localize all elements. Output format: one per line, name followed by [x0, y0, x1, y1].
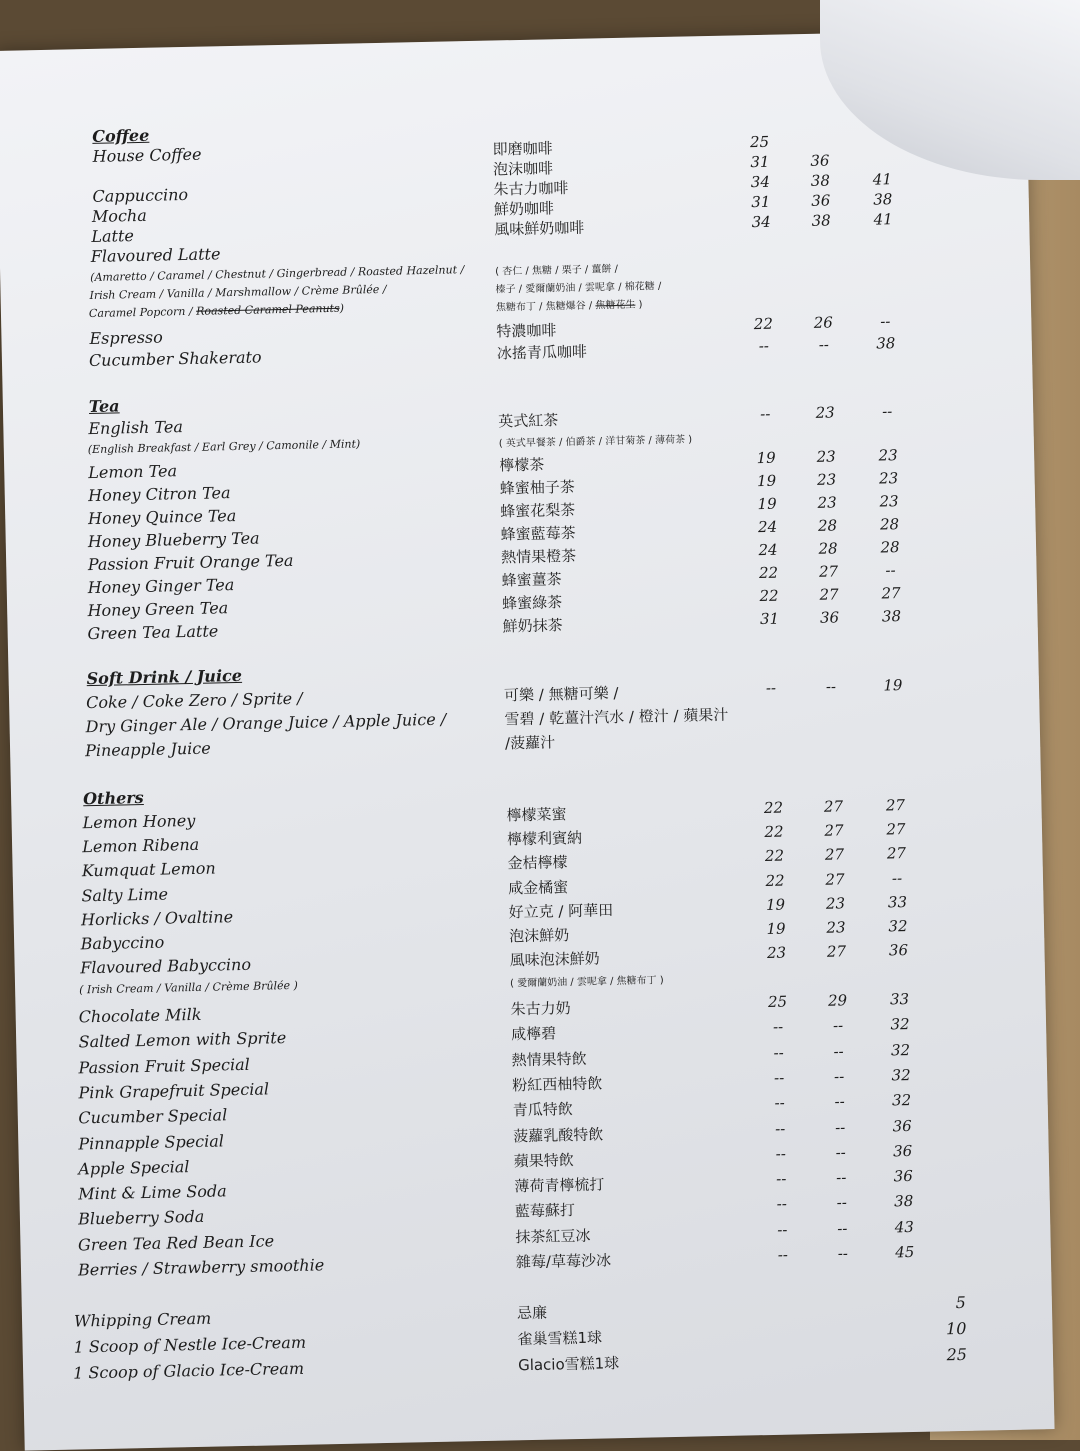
- price-medium: 27: [819, 585, 839, 604]
- flavour-text: Caramel Popcorn /: [88, 304, 193, 321]
- price-large: 32: [888, 917, 908, 936]
- price-medium: 36: [819, 608, 840, 627]
- item-name-en: Flavoured Latte: [90, 244, 221, 266]
- section-title: Soft Drink / Juice: [86, 665, 243, 689]
- flavour-list-zh: 榛子 / 愛爾蘭奶油 / 雲呢拿 / 棉花糖 /: [495, 281, 662, 296]
- variety-list-zh: ( 英式早餐茶 / 伯爵茶 / 洋甘菊茶 / 薄荷茶 ): [498, 434, 693, 450]
- item-name-zh: 朱古力奶: [510, 999, 571, 1019]
- item-name-en: Lemon Tea: [88, 461, 178, 483]
- price-large: --: [885, 561, 896, 580]
- price-small: 25: [749, 132, 770, 152]
- price-medium: 23: [826, 918, 846, 937]
- price-medium: 27: [824, 821, 844, 840]
- price-large: 38: [894, 1192, 914, 1211]
- section-title: Coffee: [92, 125, 150, 146]
- item-name-en: Apple Special: [78, 1156, 190, 1179]
- item-name-zh: 檸檬菜蜜: [506, 805, 567, 825]
- item-name-zh: 特濃咖啡: [496, 321, 557, 341]
- item-name-zh: /菠蘿汁: [504, 733, 556, 753]
- item-name-en: Pinnapple Special: [78, 1130, 225, 1153]
- item-name-zh: 藍莓蘇打: [514, 1201, 576, 1221]
- price-small: 19: [756, 471, 777, 491]
- price-small: --: [774, 1093, 785, 1113]
- price-large: 27: [886, 844, 907, 863]
- price-medium: 23: [825, 894, 846, 913]
- item-name-zh: 檸檬利賓納: [506, 829, 583, 849]
- price-medium: --: [833, 1041, 844, 1061]
- price-large: 27: [881, 584, 901, 603]
- price-medium: 27: [818, 562, 839, 581]
- item-name-zh: 鮮奶抹茶: [502, 616, 563, 636]
- item-name-en: Chocolate Milk: [78, 1004, 202, 1027]
- price-large: 38: [873, 190, 893, 209]
- item-name-zh: 鮮奶咖啡: [493, 199, 555, 219]
- price-medium: --: [835, 1143, 846, 1162]
- item-name-en: Green Tea Red Bean Ice: [77, 1231, 275, 1255]
- item-name-en: Salty Lime: [81, 884, 169, 905]
- price-large: 43: [894, 1217, 915, 1237]
- flavour-list-en: ( Irish Cream / Vanilla / Crème Brûlée ): [78, 978, 299, 997]
- item-name-en: Cucumber Special: [78, 1105, 228, 1128]
- price-medium: --: [825, 677, 837, 696]
- price-large: 23: [879, 492, 899, 511]
- flavour-list-en: Irish Cream / Vanilla / Marshmallow / Crème Brûlée /: [89, 282, 387, 303]
- price-medium: 36: [811, 191, 831, 210]
- item-name-en: Pineapple Juice: [84, 738, 211, 761]
- price-medium: 36: [810, 151, 830, 170]
- price-medium: 38: [811, 211, 831, 230]
- flavour-list-en: (Amaretto / Caramel / Chestnut / Gingerbread / Roasted Hazelnut /: [90, 263, 465, 285]
- price-small: 19: [757, 494, 777, 514]
- price-large: 27: [886, 820, 906, 839]
- item-name-zh: 雀巢雪糕1球: [517, 1328, 603, 1349]
- item-name-zh: 青瓜特飲: [512, 1100, 573, 1120]
- price-medium: --: [833, 1067, 845, 1086]
- price-small: --: [765, 678, 777, 697]
- item-name-en: 1 Scoop of Glacio Ice-Cream: [72, 1358, 305, 1383]
- item-name-zh: 抹茶紅豆冰: [515, 1226, 591, 1246]
- item-name-en: Espresso: [89, 327, 163, 349]
- item-name-zh: 蜂蜜綠茶: [501, 593, 563, 613]
- price-small: 34: [750, 172, 771, 192]
- variety-list-en: (English Breakfast / Earl Grey / Camonile / Mint): [87, 437, 361, 457]
- price-large: 38: [876, 334, 896, 353]
- item-name-zh: 咸金橘蜜: [507, 877, 569, 897]
- item-name-zh: 熱情果橙茶: [500, 546, 577, 567]
- item-name-zh: 泡沫咖啡: [492, 159, 554, 179]
- item-name-zh: 風味鮮奶咖啡: [494, 218, 585, 239]
- price-small: 31: [759, 609, 780, 629]
- price: 25: [946, 1344, 968, 1365]
- price-large: 33: [889, 990, 910, 1009]
- price-small: --: [774, 1119, 786, 1138]
- item-name-zh: Glacio雪糕1球: [517, 1354, 620, 1375]
- price-large: 38: [881, 607, 902, 626]
- price-medium: 27: [825, 869, 845, 889]
- menu-sheet: [0, 29, 1055, 1450]
- price-large: 45: [895, 1242, 915, 1262]
- item-name-zh: 薄荷青檸梳打: [514, 1175, 605, 1196]
- price-large: 32: [891, 1091, 912, 1110]
- price-small: --: [777, 1245, 789, 1264]
- flavour-text: ): [339, 301, 345, 315]
- item-name-zh: 風味泡沫鮮奶: [509, 949, 600, 970]
- item-name-zh: 金桔檸檬: [507, 853, 568, 873]
- item-name-zh: 蘋果特飲: [513, 1150, 575, 1171]
- item-name-en: English Tea: [88, 417, 184, 439]
- price-small: 23: [766, 943, 787, 963]
- item-name-en: Honey Citron Tea: [87, 483, 231, 506]
- price-large: 27: [885, 796, 906, 815]
- price-large: 41: [873, 210, 893, 229]
- price-large: 28: [880, 538, 900, 557]
- price-large: 36: [893, 1167, 913, 1186]
- item-name-zh: 冰搖青瓜咖啡: [496, 342, 588, 363]
- flavour-list-zh: [496, 295, 643, 313]
- item-name-en: Latte: [91, 226, 135, 246]
- price-medium: 29: [827, 991, 848, 1010]
- item-name-en: Passion Fruit Orange Tea: [87, 550, 294, 575]
- item-name-zh: 檸檬茶: [499, 455, 545, 475]
- item-name-en: Pink Grapefruit Special: [78, 1079, 270, 1103]
- price-large: 28: [879, 515, 900, 534]
- price-medium: --: [836, 1193, 848, 1212]
- price-small: 22: [764, 846, 785, 866]
- price-large: 23: [878, 469, 899, 488]
- flavour-list-zh: ( 杏仁 / 焦糖 / 栗子 / 薑餅 /: [495, 263, 619, 278]
- item-name-en: Honey Green Tea: [87, 598, 229, 621]
- item-name-en: Mint & Lime Soda: [78, 1181, 227, 1204]
- price-small: 22: [759, 586, 779, 606]
- item-name-en: Mocha: [91, 205, 147, 226]
- item-name-en: Dry Ginger Ale / Orange Juice / Apple Juice /: [85, 709, 447, 737]
- flavour-text: ): [638, 299, 643, 311]
- price-large: 36: [892, 1116, 912, 1135]
- item-name-zh: 粉紅西柚特飲: [512, 1074, 603, 1095]
- price-large: 36: [892, 1141, 913, 1161]
- price-medium: --: [837, 1219, 848, 1238]
- item-name-zh: 咸檸碧: [510, 1024, 557, 1044]
- price-medium: 27: [824, 845, 845, 865]
- item-name-en: Honey Blueberry Tea: [87, 528, 260, 552]
- price-medium: 28: [818, 539, 838, 558]
- item-name-en: Whipping Cream: [73, 1308, 212, 1331]
- price-large: 32: [890, 1040, 911, 1059]
- price: 10: [945, 1318, 967, 1339]
- price-medium: 27: [826, 942, 847, 961]
- item-name-zh: 蜂蜜藍莓茶: [500, 523, 576, 544]
- price-small: --: [776, 1195, 788, 1214]
- price-small: 31: [751, 192, 771, 212]
- price-medium: 23: [816, 470, 837, 489]
- item-name-zh: 蜂蜜花梨茶: [500, 500, 576, 521]
- item-name-zh: 忌廉: [516, 1303, 548, 1323]
- price-large: 33: [887, 892, 908, 912]
- price-small: --: [772, 1017, 784, 1037]
- item-name-en: Passion Fruit Special: [78, 1054, 250, 1078]
- price-medium: --: [837, 1244, 849, 1263]
- price-small: 19: [756, 448, 776, 468]
- price-small: 25: [767, 992, 788, 1011]
- price-large: --: [880, 312, 891, 331]
- price-small: --: [775, 1144, 786, 1163]
- price-small: --: [759, 404, 771, 424]
- item-name-zh: 好立克 / 阿華田: [508, 900, 614, 922]
- price-large: 41: [872, 170, 893, 189]
- price-medium: 27: [823, 797, 844, 816]
- price-small: 34: [751, 212, 771, 232]
- item-name-zh: 菠蘿乳酸特飲: [513, 1124, 604, 1145]
- price-medium: 28: [817, 516, 838, 535]
- price-small: 22: [753, 314, 774, 334]
- price-small: --: [775, 1169, 787, 1188]
- item-name-en: Horlicks / Ovaltine: [80, 906, 234, 930]
- item-name-en: Flavoured Babyccino: [80, 954, 252, 978]
- item-name-en: Cappuccino: [92, 184, 189, 206]
- price: 5: [955, 1292, 967, 1313]
- price-small: 24: [758, 540, 778, 560]
- item-name-zh: 泡沫鮮奶: [508, 926, 570, 946]
- price-large: 32: [891, 1065, 911, 1085]
- price-small: --: [777, 1220, 788, 1239]
- price-small: --: [773, 1068, 785, 1087]
- price-small: 19: [766, 919, 786, 938]
- item-name-en: Kumquat Lemon: [81, 858, 216, 881]
- price-small: --: [758, 336, 770, 356]
- price-large: --: [881, 402, 893, 421]
- price-medium: --: [832, 1016, 844, 1035]
- item-name-en: Coke / Coke Zero / Sprite /: [85, 688, 303, 713]
- price-medium: 23: [816, 447, 836, 466]
- item-name-en: Cucumber Shakerato: [88, 347, 262, 371]
- price-small: 31: [750, 152, 770, 172]
- price-small: 22: [765, 871, 785, 890]
- price-large: --: [891, 868, 903, 887]
- price-medium: --: [835, 1168, 847, 1187]
- section-title: Tea: [88, 396, 120, 417]
- price-medium: 38: [810, 171, 831, 190]
- price-small: 22: [763, 798, 784, 818]
- price-medium: --: [818, 335, 830, 354]
- item-name-en: Green Tea Latte: [87, 621, 219, 644]
- price-medium: 23: [817, 493, 837, 512]
- price-small: 19: [765, 895, 786, 914]
- price-medium: --: [834, 1092, 845, 1111]
- item-name-en: House Coffee: [92, 144, 202, 166]
- crossed-out-flavour: Roasted Caramel Peanuts: [196, 301, 340, 318]
- price-small: 22: [764, 822, 784, 842]
- item-name-en: Blueberry Soda: [77, 1207, 205, 1229]
- price-small: --: [773, 1043, 784, 1062]
- item-name-zh: 蜂蜜薑茶: [501, 570, 562, 590]
- item-name-zh: 雪碧 / 乾薑汁汽水 / 橙汁 / 蘋果汁: [504, 705, 729, 729]
- item-name-zh: 熱情果特飲: [511, 1049, 587, 1069]
- price-medium: 23: [815, 403, 835, 422]
- item-name-en: Berries / Strawberry smoothie: [77, 1255, 325, 1280]
- item-name-en: Honey Ginger Tea: [87, 575, 235, 598]
- section-title: Others: [82, 788, 144, 809]
- item-name-zh: 雜莓/草莓沙冰: [515, 1251, 612, 1272]
- item-name-zh: 可樂 / 無糖可樂 /: [503, 684, 619, 705]
- flavour-text: 焦糖布丁 / 焦糖爆谷 /: [495, 300, 593, 314]
- price-large: 19: [883, 676, 903, 695]
- item-name-en: Salted Lemon with Sprite: [78, 1028, 287, 1052]
- item-name-en: Honey Quince Tea: [87, 505, 237, 529]
- item-name-en: Lemon Honey: [82, 810, 196, 833]
- price-medium: 26: [813, 313, 834, 332]
- price-large: 23: [878, 446, 898, 465]
- price-small: 24: [757, 517, 778, 537]
- price-medium: --: [834, 1117, 846, 1137]
- item-name-en: Lemon Ribena: [82, 835, 200, 857]
- price-large: 32: [890, 1015, 910, 1034]
- item-name-en: Babyccino: [80, 932, 165, 954]
- price-small: 22: [758, 563, 779, 583]
- item-name-en: 1 Scoop of Nestle Ice-Cream: [73, 1332, 307, 1357]
- item-name-zh: 即磨咖啡: [492, 139, 553, 159]
- item-name-zh: 英式紅茶: [498, 411, 559, 431]
- crossed-out-flavour: 焦糖花生: [595, 299, 636, 312]
- item-name-zh: 蜂蜜柚子茶: [499, 477, 575, 498]
- price-large: 36: [888, 941, 909, 960]
- flavour-list-zh: ( 愛爾蘭奶油 / 雲呢拿 / 焦糖布丁 ): [509, 975, 664, 990]
- item-name-zh: 朱古力咖啡: [493, 178, 569, 199]
